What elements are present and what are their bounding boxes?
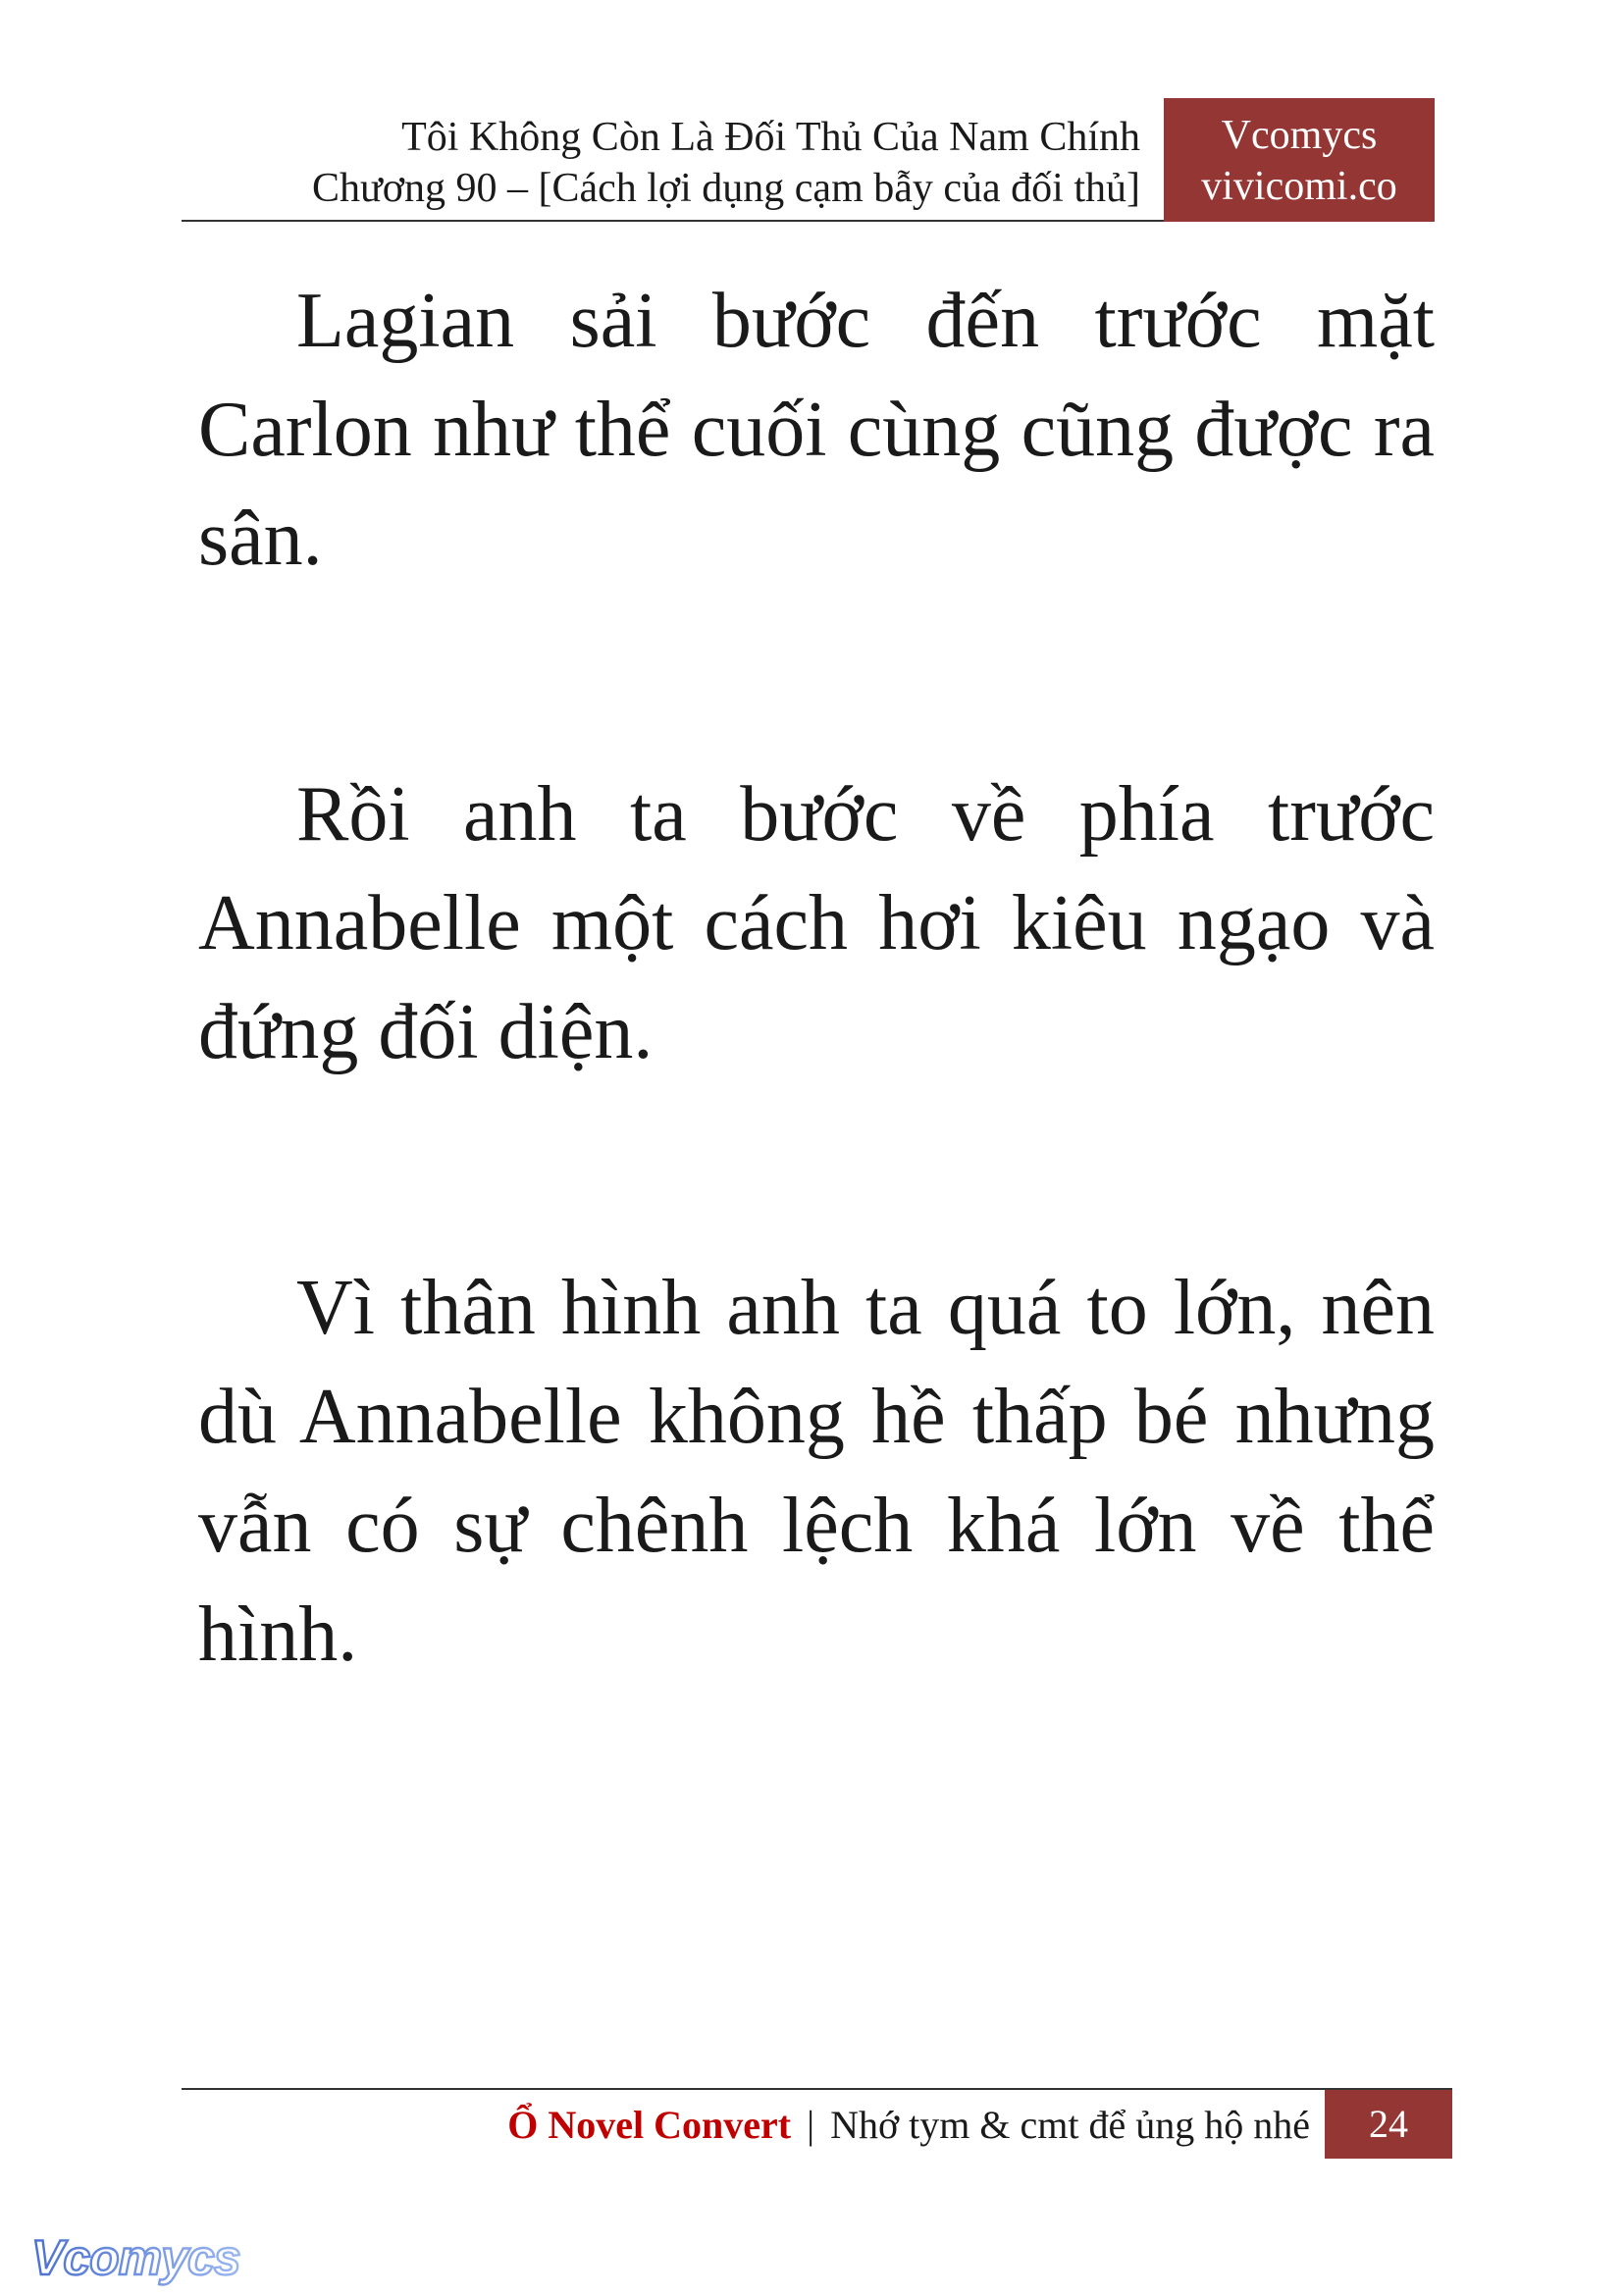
vcomycs-logo	[27, 2225, 253, 2290]
brand-name: Vcomycs	[1221, 113, 1378, 158]
brand-site: vivicomi.co	[1201, 164, 1397, 209]
footer-text	[507, 2102, 1310, 2149]
brand-box	[1164, 98, 1435, 222]
svg-text:Vcomycs: Vcomycs	[31, 2230, 240, 2285]
page-footer	[182, 2088, 1452, 2159]
paragraph: Vì thân hình anh ta quá to lớn, nên dù Annabelle không hề thấp bé nhưng vẫn có sự chênh lệch khá lớn về thể hình.	[198, 1265, 1435, 1678]
page-number: 24	[1325, 2090, 1452, 2159]
header-titles	[312, 112, 1140, 214]
page-header	[182, 98, 1435, 221]
paragraph: Rồi anh ta bước về phía trước Annabelle một cách hơi kiêu ngạo và đứng đối diện.	[198, 771, 1435, 1075]
footer-note: Nhớ tym & cmt để ủng hộ nhé	[830, 2103, 1310, 2147]
chapter-title: Chương 90 – [Cách lợi dụng cạm bẫy của đối thủ]	[311, 166, 1140, 211]
chapter-content	[198, 267, 1435, 1856]
footer-divider	[182, 2088, 1452, 2090]
footer-separator: |	[807, 2103, 815, 2147]
paragraph: Lagian sải bước đến trước mặt Carlon như thể cuối cùng cũng được ra sân.	[198, 278, 1435, 582]
footer-brand: Ổ Novel Convert	[507, 2103, 792, 2147]
book-title: Tôi Không Còn Là Đối Thủ Của Nam Chính	[401, 115, 1140, 160]
